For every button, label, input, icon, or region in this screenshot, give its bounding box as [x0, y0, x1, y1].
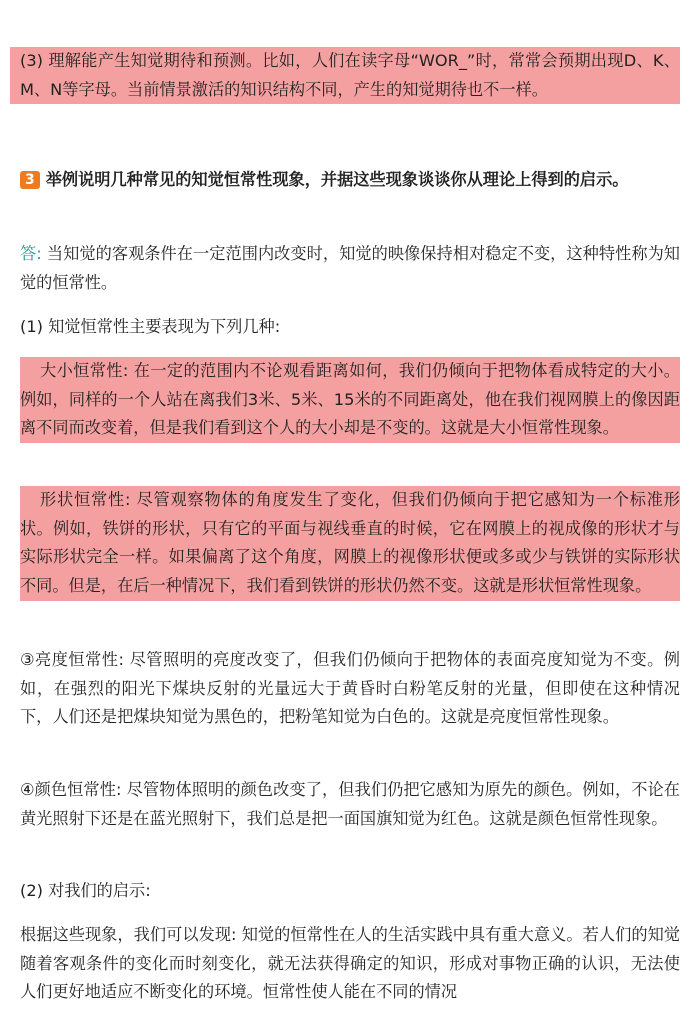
paragraph-conclusion: 根据这些现象，我们可以发现: 知觉的恒常性在人的生活实践中具有重大意义。若人们的知觉随着客观条件的变化而时刻变化，就无法获得确定的知识，形成对事物正确的认识，无法使人们更好地适应不断变化的环境。恒常性使人能在不同的情况 [20, 925, 680, 1002]
paragraph-brightness-constancy: ③亮度恒常性: 尽管照明的亮度改变了，但我们仍倾向于把物体的表面亮度知觉为不变。例如，在强烈的阳光下煤块反射的光量远大于黄昏时白粉笔反射的光量，但即使在这种情况下，人们还是把煤块知觉为黑色的，把粉笔知觉为白色的。这就是亮度恒常性现象。 [20, 650, 680, 727]
question-number-badge: 3 [20, 171, 40, 189]
paragraph-color-constancy: ④颜色恒常性: 尽管物体照明的颜色改变了，但我们仍把它感知为原先的颜色。例如，不论在黄光照射下还是在蓝光照射下，我们总是把一面国旗知觉为红色。这就是颜色恒常性现象。 [20, 780, 680, 828]
section-heading-manifestations: (1) 知觉恒常性主要表现为下列几种: [20, 317, 281, 336]
answer-intro-paragraph [20, 240, 680, 297]
paragraph-understanding-expectation: (3) 理解能产生知觉期待和预测。比如，人们在读字母“WOR_”时，常常会预期出现D、K、M、N等字母。当前情景激活的知识结构不同，产生的知觉期待也不一样。 [10, 47, 680, 104]
section-heading-implications: (2) 对我们的启示: [20, 881, 151, 900]
question-heading [20, 166, 680, 195]
answer-label: 答: [20, 244, 42, 263]
paragraph-size-constancy: 大小恒常性: 在一定的范围内不论观看距离如何，我们仍倾向于把物体看成特定的大小。例如，同样的一个人站在离我们3米、5米、15米的不同距离处，他在我们视网膜上的像因距离不同而改变着，但是我们看到这个人的大小却是不变的。这就是大小恒常性现象。 [20, 357, 680, 443]
answer-intro-text: 当知觉的客观条件在一定范围内改变时，知觉的映像保持相对稳定不变，这种特性称为知觉的恒常性。 [20, 244, 680, 292]
question-text: 举例说明几种常见的知觉恒常性现象，并据这些现象谈谈你从理论上得到的启示。 [45, 170, 629, 189]
paragraph-shape-constancy: 形状恒常性: 尽管观察物体的角度发生了变化，但我们仍倾向于把它感知为一个标准形状。例如，铁饼的形状，只有它的平面与视线垂直的时候，它在网膜上的视成像的形状才与实际形状完全一样。如果偏离了这个角度，网膜上的视像形状便或多或少与铁饼的实际形状不同。但是，在后一种情况下，我们看到铁饼的形状仍然不变。这就是形状恒常性现象。 [20, 486, 680, 601]
